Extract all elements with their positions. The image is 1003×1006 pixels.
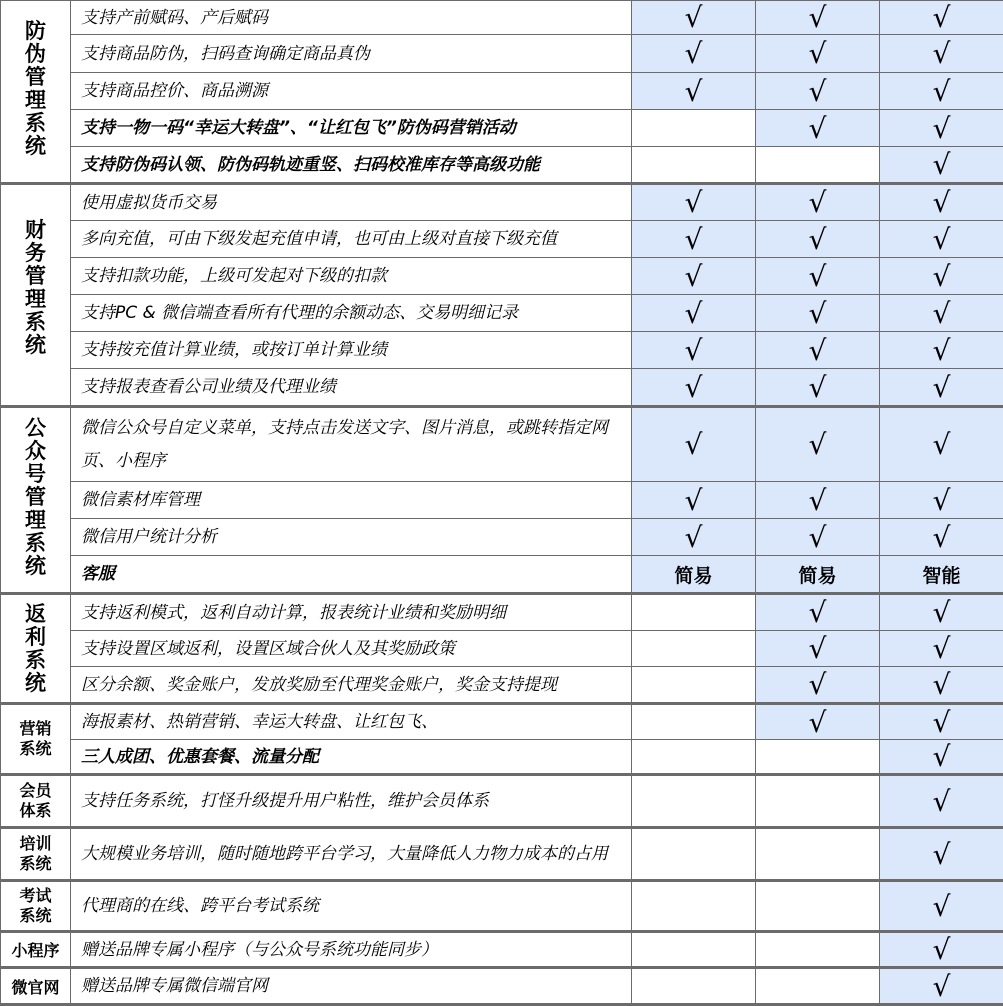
table-row [1, 369, 1003, 407]
check-mark-cell: √ [756, 0, 880, 35]
check-mark-cell: √ [880, 369, 1003, 407]
check-mark-cell: √ [756, 35, 880, 73]
tier-label-cell: 智能 [880, 556, 1003, 594]
check-mark-cell: √ [880, 775, 1003, 828]
category-label: 微官网 [11, 978, 59, 997]
check-mark-cell: √ [880, 295, 1003, 332]
table-row [1, 704, 1003, 740]
table-row [1, 73, 1003, 110]
check-mark-cell: √ [880, 332, 1003, 369]
table-row [1, 184, 1003, 221]
feature-description: 使用虚拟货币交易 [71, 184, 632, 221]
check-mark-cell: √ [880, 881, 1003, 932]
check-mark-cell: √ [756, 73, 880, 110]
check-mark-cell: √ [756, 704, 880, 740]
feature-description: 支持报表查看公司业绩及代理业绩 [71, 369, 632, 407]
category-cell [1, 407, 71, 594]
feature-description: 客服 [71, 556, 632, 594]
check-mark-cell: √ [632, 482, 756, 519]
check-mark-cell: √ [756, 332, 880, 369]
empty-cell [632, 740, 756, 775]
table-row [1, 110, 1003, 147]
feature-description: 支持返利模式，返利自动计算，报表统计业绩和奖励明细 [71, 594, 632, 631]
check-mark-cell: √ [880, 932, 1003, 968]
check-mark-cell: √ [880, 35, 1003, 73]
feature-description: 大规模业务培训，随时随地跨平台学习，大量降低人力物力成本的占用 [71, 828, 632, 881]
feature-table-body [1, 0, 1003, 1005]
table-row [1, 631, 1003, 667]
empty-cell [632, 968, 756, 1005]
check-mark-cell: √ [756, 594, 880, 631]
check-mark-cell: √ [632, 332, 756, 369]
feature-description: 微信用户统计分析 [71, 519, 632, 556]
category-label: 培训系统 [18, 834, 54, 874]
table-row [1, 35, 1003, 73]
table-row [1, 932, 1003, 968]
category-cell [1, 704, 71, 775]
category-cell [1, 594, 71, 704]
check-mark-cell: √ [880, 407, 1003, 482]
check-mark-cell: √ [632, 369, 756, 407]
check-mark-cell: √ [880, 184, 1003, 221]
category-label: 营销系统 [18, 719, 54, 759]
category-cell [1, 881, 71, 932]
check-mark-cell: √ [880, 110, 1003, 147]
table-row [1, 740, 1003, 775]
empty-cell [632, 828, 756, 881]
feature-description: 支持商品控价、商品溯源 [71, 73, 632, 110]
table-row [1, 295, 1003, 332]
check-mark-cell: √ [880, 73, 1003, 110]
category-cell [1, 828, 71, 881]
check-mark-cell: √ [756, 667, 880, 704]
category-cell [1, 775, 71, 828]
check-mark-cell: √ [880, 704, 1003, 740]
table-row [1, 332, 1003, 369]
empty-cell [756, 147, 880, 184]
empty-cell [632, 932, 756, 968]
check-mark-cell: √ [632, 221, 756, 258]
table-row [1, 407, 1003, 482]
check-mark-cell: √ [756, 369, 880, 407]
empty-cell [632, 594, 756, 631]
check-mark-cell: √ [632, 519, 756, 556]
empty-cell [756, 881, 880, 932]
table-row [1, 775, 1003, 828]
empty-cell [756, 968, 880, 1005]
check-mark-cell: √ [756, 258, 880, 295]
check-mark-cell: √ [880, 968, 1003, 1005]
category-label: 小程序 [11, 941, 59, 960]
category-cell [1, 184, 71, 407]
check-mark-cell: √ [880, 667, 1003, 704]
table-row [1, 221, 1003, 258]
feature-description: 海报素材、热销营销、幸运大转盘、让红包飞、 [71, 704, 632, 740]
empty-cell [632, 775, 756, 828]
feature-description: 区分余额、奖金账户，发放奖励至代理奖金账户，奖金支持提现 [71, 667, 632, 704]
feature-description: 支持防伪码认领、防伪码轨迹重竖、扫码校准库存等高级功能 [71, 147, 632, 184]
empty-cell [632, 631, 756, 667]
empty-cell [756, 740, 880, 775]
empty-cell [632, 881, 756, 932]
feature-description: 支持PC & 微信端查看所有代理的余额动态、交易明细记录 [71, 295, 632, 332]
feature-description: 赠送品牌专属微信端官网 [71, 968, 632, 1005]
feature-description: 微信公众号自定义菜单，支持点击发送文字、图片消息，或跳转指定网页、小程序 [71, 407, 632, 482]
empty-cell [632, 110, 756, 147]
check-mark-cell: √ [880, 221, 1003, 258]
check-mark-cell: √ [880, 0, 1003, 35]
check-mark-cell: √ [632, 73, 756, 110]
feature-description: 支持设置区域返利，设置区域合伙人及其奖励政策 [71, 631, 632, 667]
feature-description: 支持扣款功能，上级可发起对下级的扣款 [71, 258, 632, 295]
check-mark-cell: √ [756, 110, 880, 147]
feature-description: 支持一物一码“幸运大转盘”、“让红包飞”防伪码营销活动 [71, 110, 632, 147]
table-row [1, 881, 1003, 932]
feature-description: 代理商的在线、跨平台考试系统 [71, 881, 632, 932]
table-row [1, 968, 1003, 1005]
check-mark-cell: √ [880, 519, 1003, 556]
category-cell [1, 968, 71, 1005]
check-mark-cell: √ [632, 35, 756, 73]
table-row [1, 667, 1003, 704]
category-label: 会员体系 [18, 781, 54, 821]
category-label: 返利系统 [24, 603, 47, 695]
table-row [1, 258, 1003, 295]
check-mark-cell: √ [756, 295, 880, 332]
feature-description: 多向充值，可由下级发起充值申请，也可由上级对直接下级充值 [71, 221, 632, 258]
empty-cell [756, 932, 880, 968]
table-row [1, 556, 1003, 594]
table-row [1, 828, 1003, 881]
check-mark-cell: √ [756, 631, 880, 667]
tier-label-cell: 简易 [756, 556, 880, 594]
table-row [1, 594, 1003, 631]
empty-cell [632, 147, 756, 184]
table-row [1, 147, 1003, 184]
feature-description: 微信素材库管理 [71, 482, 632, 519]
category-label: 考试系统 [18, 886, 54, 926]
check-mark-cell: √ [880, 147, 1003, 184]
empty-cell [632, 667, 756, 704]
check-mark-cell: √ [880, 482, 1003, 519]
check-mark-cell: √ [756, 407, 880, 482]
check-mark-cell: √ [756, 519, 880, 556]
feature-description: 支持按充值计算业绩，或按订单计算业绩 [71, 332, 632, 369]
check-mark-cell: √ [880, 740, 1003, 775]
table-row [1, 0, 1003, 35]
check-mark-cell: √ [880, 594, 1003, 631]
check-mark-cell: √ [756, 221, 880, 258]
check-mark-cell: √ [632, 295, 756, 332]
check-mark-cell: √ [756, 482, 880, 519]
check-mark-cell: √ [632, 407, 756, 482]
category-cell [1, 0, 71, 184]
check-mark-cell: √ [756, 184, 880, 221]
check-mark-cell: √ [880, 828, 1003, 881]
feature-description: 支持产前赋码、产后赋码 [71, 0, 632, 35]
table-row [1, 519, 1003, 556]
tier-label-cell: 简易 [632, 556, 756, 594]
check-mark-cell: √ [632, 0, 756, 35]
empty-cell [756, 775, 880, 828]
empty-cell [632, 704, 756, 740]
empty-cell [756, 828, 880, 881]
feature-description: 三人成团、优惠套餐、流量分配 [71, 740, 632, 775]
category-cell [1, 932, 71, 968]
check-mark-cell: √ [632, 184, 756, 221]
category-label: 公众号管理系统 [24, 417, 47, 578]
check-mark-cell: √ [880, 258, 1003, 295]
feature-description: 支持任务系统，打怪升级提升用户粘性，维护会员体系 [71, 775, 632, 828]
check-mark-cell: √ [880, 631, 1003, 667]
feature-description: 赠送品牌专属小程序（与公众号系统功能同步） [71, 932, 632, 968]
table-row [1, 482, 1003, 519]
category-label: 财务管理系统 [24, 219, 47, 357]
category-label: 防伪管理系统 [24, 20, 47, 158]
feature-description: 支持商品防伪，扫码查询确定商品真伪 [71, 35, 632, 73]
check-mark-cell: √ [632, 258, 756, 295]
